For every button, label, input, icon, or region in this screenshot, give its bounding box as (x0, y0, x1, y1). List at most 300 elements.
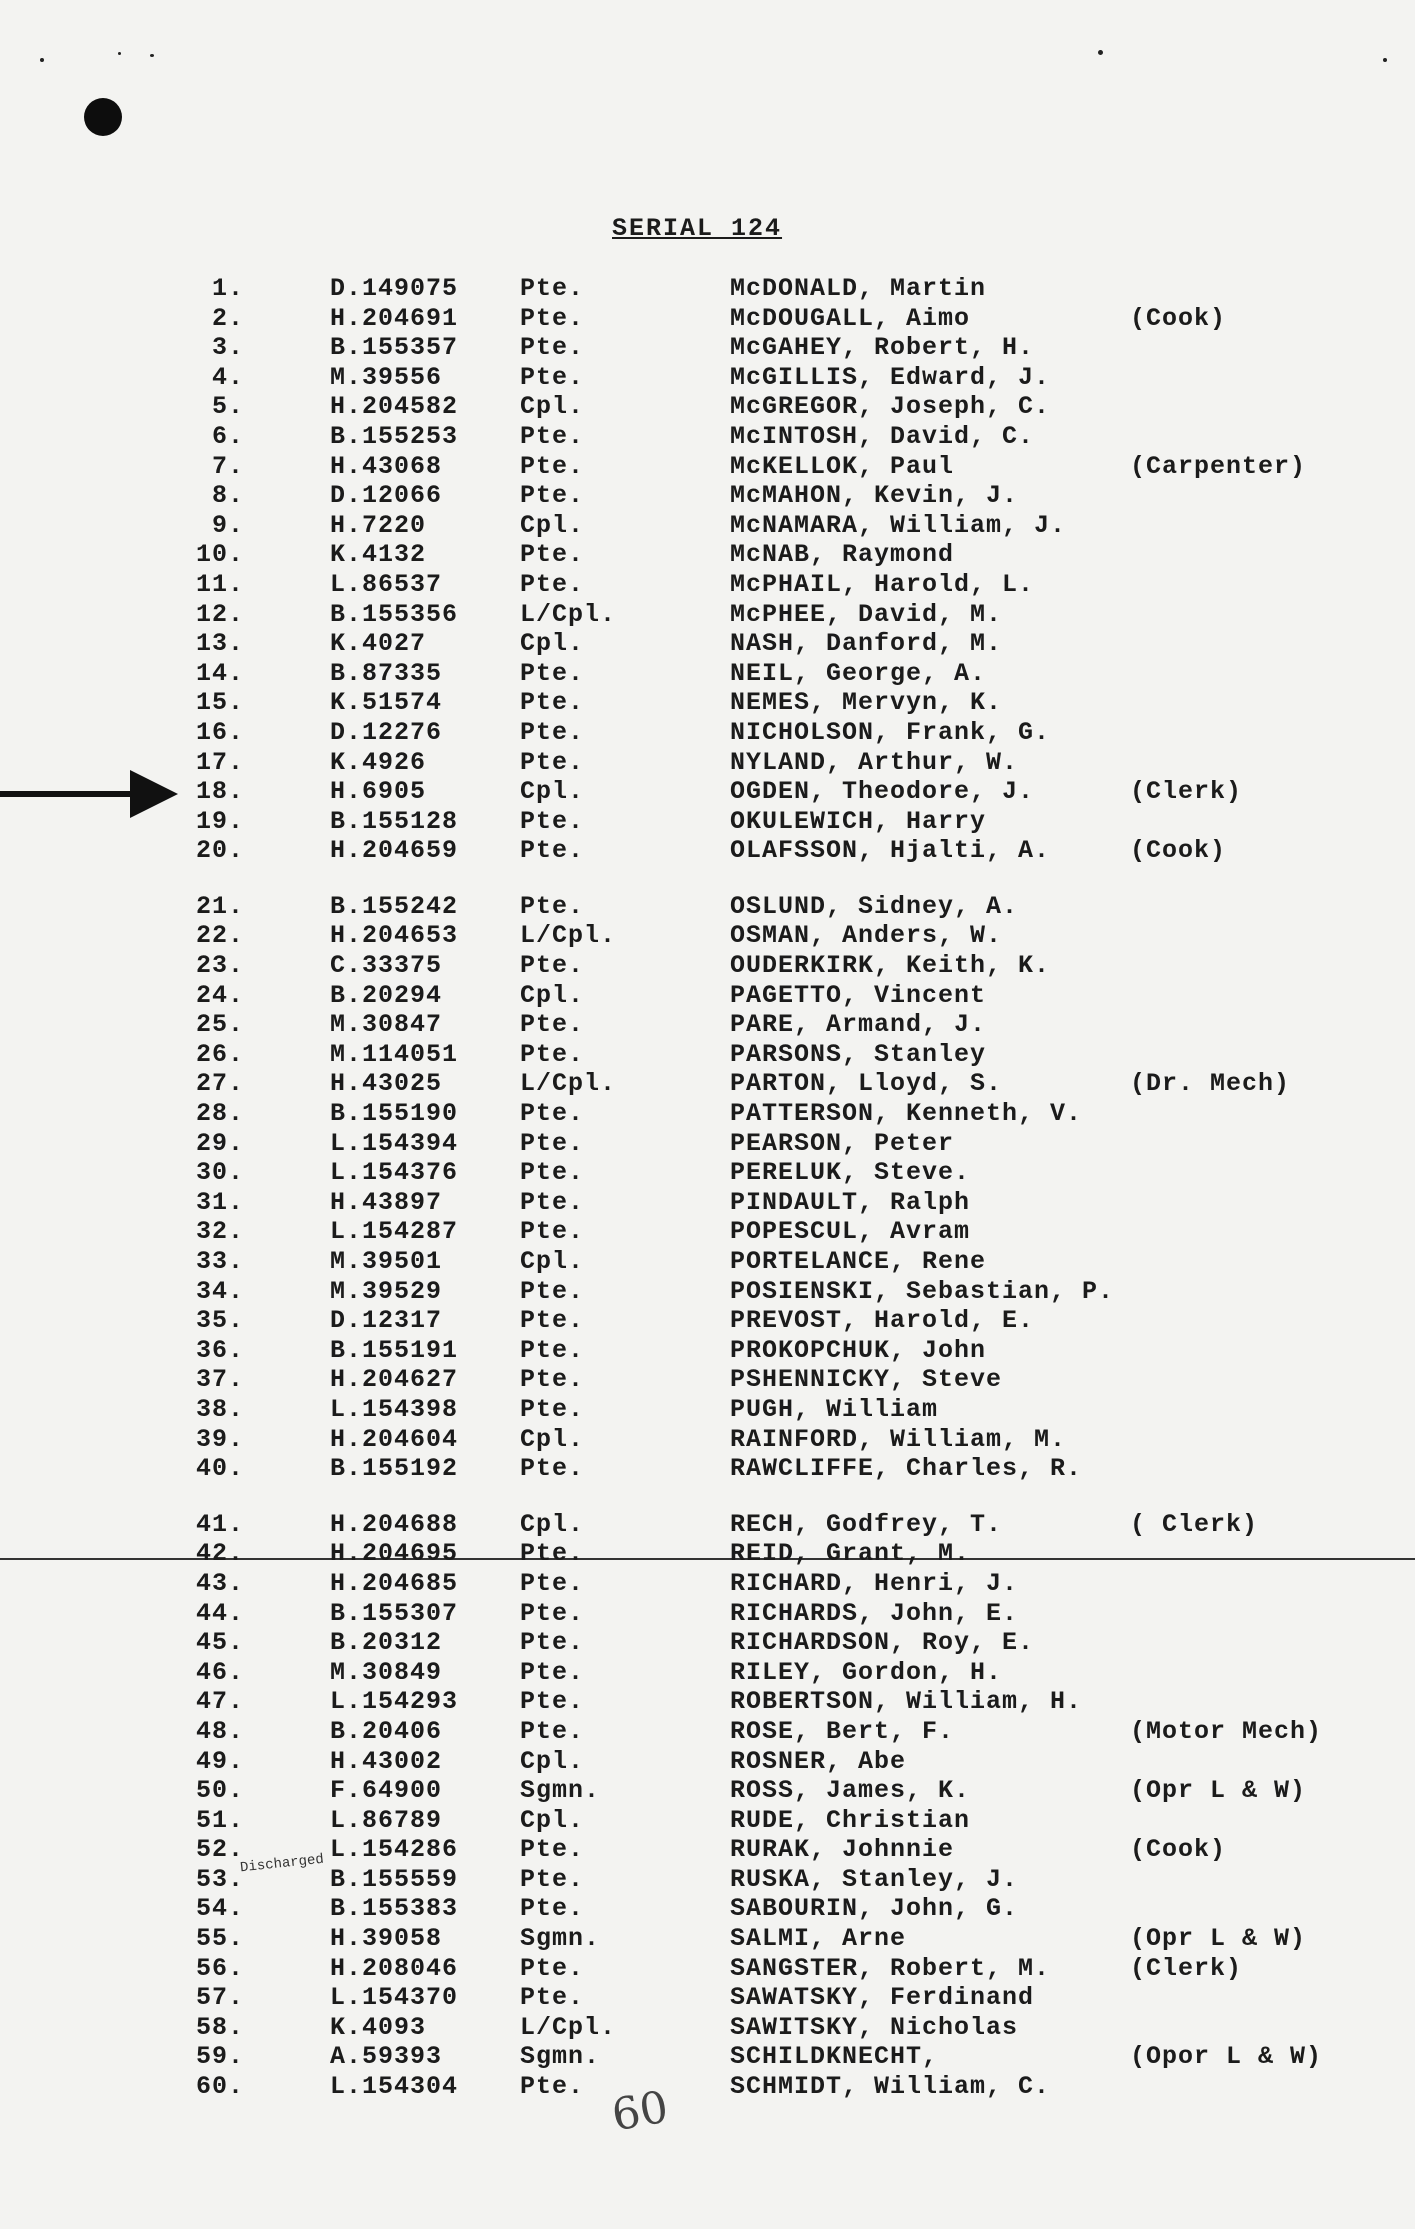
rank: Pte. (520, 1835, 585, 1865)
soldier-name: RICHARD, Henri, J. (730, 1568, 1019, 1598)
row-number: 33. (195, 1247, 244, 1276)
row-number: 24. (195, 980, 244, 1010)
rank: Pte. (520, 806, 585, 836)
service-number: L.154286 (330, 1835, 459, 1865)
soldier-name: POSIENSKI, Sebastian, P. (730, 1276, 1115, 1306)
row-number: 15. (195, 688, 244, 718)
row-number: 14. (195, 658, 244, 688)
soldier-name: REID, Grant, M. (730, 1539, 971, 1569)
row-number: 53. (195, 1864, 244, 1894)
table-row (0, 892, 1415, 922)
ink-speck (150, 54, 154, 57)
rank: L/Cpl. (520, 2012, 617, 2042)
rank: Cpl. (520, 392, 585, 422)
soldier-name: SAWATSKY, Ferdinand (730, 1983, 1035, 2013)
table-row (0, 363, 1415, 393)
row-number: 6. (211, 421, 244, 451)
soldier-name: SALMI, Arne (730, 1924, 907, 1954)
row-number: 36. (195, 1335, 244, 1365)
soldier-name: McINTOSH, David, C. (730, 421, 1035, 451)
row-number: 22. (195, 921, 244, 951)
rank: Sgmn. (520, 1924, 601, 1954)
trade-note: ( Clerk) (1130, 1509, 1259, 1539)
row-number: 27. (195, 1069, 244, 1099)
rank: Pte. (520, 569, 585, 599)
soldier-name: PERELUK, Steve. (730, 1158, 971, 1188)
service-number: K.51574 (330, 688, 443, 718)
rank: Pte. (520, 1687, 585, 1717)
row-number: 2. (211, 303, 244, 333)
rank: Pte. (520, 891, 585, 921)
row-number: 41. (195, 1509, 244, 1539)
rank: Pte. (520, 1187, 585, 1217)
soldier-name: PARSONS, Stanley (730, 1039, 987, 1069)
ink-speck (40, 58, 44, 62)
soldier-name: NEIL, George, A. (730, 658, 987, 688)
service-number: K.4926 (330, 747, 427, 777)
rank: L/Cpl. (520, 599, 617, 629)
rank: L/Cpl. (520, 1069, 617, 1099)
service-number: H.204653 (330, 921, 459, 951)
rank: Cpl. (520, 1746, 585, 1776)
rank: Pte. (520, 1539, 585, 1569)
table-row (0, 1306, 1415, 1336)
table-row (0, 1983, 1415, 2013)
service-number: L.86537 (330, 569, 443, 599)
rank: Pte. (520, 1864, 585, 1894)
rank: Pte. (520, 2072, 585, 2102)
service-number: M.30847 (330, 1010, 443, 1040)
rank: Pte. (520, 1365, 585, 1395)
soldier-name: McDOUGALL, Aimo (730, 303, 971, 333)
rank: Pte. (520, 481, 585, 511)
service-number: B.155383 (330, 1894, 459, 1924)
service-number: H.204688 (330, 1509, 459, 1539)
soldier-name: PUGH, William (730, 1394, 939, 1424)
service-number: B.155253 (330, 421, 459, 451)
soldier-name: OUDERKIRK, Keith, K. (730, 951, 1051, 981)
ink-speck (118, 52, 121, 55)
row-number: 5. (211, 392, 244, 422)
table-row (0, 1539, 1415, 1569)
rank: Cpl. (520, 1247, 585, 1276)
soldier-name: PATTERSON, Kenneth, V. (730, 1099, 1083, 1129)
rank: Cpl. (520, 629, 585, 659)
service-number: M.39556 (330, 362, 443, 392)
ink-speck (1383, 58, 1387, 62)
row-number: 8. (211, 481, 244, 511)
service-number: H.204695 (330, 1539, 459, 1569)
rank: Pte. (520, 333, 585, 363)
rank: Pte. (520, 836, 585, 866)
row-number: 34. (195, 1276, 244, 1306)
soldier-name: McKELLOK, Paul (730, 451, 955, 481)
rank: Pte. (520, 747, 585, 777)
trade-note: (Cook) (1130, 1835, 1227, 1865)
table-row (0, 600, 1415, 630)
service-number: H.204691 (330, 303, 459, 333)
row-number: 35. (195, 1306, 244, 1336)
service-number: H.204604 (330, 1424, 459, 1454)
service-number: M.39501 (330, 1247, 443, 1276)
rank: Pte. (520, 1953, 585, 1983)
row-number: 12. (195, 599, 244, 629)
row-number: 31. (195, 1187, 244, 1217)
rank: Pte. (520, 1454, 585, 1484)
soldier-name: McPHEE, David, M. (730, 599, 1003, 629)
trade-note: (Clerk) (1130, 777, 1243, 807)
soldier-name: RECH, Godfrey, T. (730, 1509, 1003, 1539)
service-number: B.20312 (330, 1628, 443, 1658)
table-row (0, 1865, 1415, 1895)
row-number: 1. (211, 274, 244, 303)
rank: Pte. (520, 362, 585, 392)
service-number: L.154304 (330, 2072, 459, 2102)
table-row (0, 1717, 1415, 1747)
table-row (0, 333, 1415, 363)
service-number: A.59393 (330, 2042, 443, 2072)
row-number: 50. (195, 1776, 244, 1806)
row-number: 30. (195, 1158, 244, 1188)
rank: Cpl. (520, 1805, 585, 1835)
soldier-name: ROBERTSON, William, H. (730, 1687, 1083, 1717)
table-row (0, 951, 1415, 981)
service-number: K.4027 (330, 629, 427, 659)
row-number: 32. (195, 1217, 244, 1247)
service-number: B.155190 (330, 1099, 459, 1129)
row-number: 29. (195, 1128, 244, 1158)
table-row (0, 452, 1415, 482)
service-number: L.154398 (330, 1394, 459, 1424)
row-number: 52. (195, 1835, 244, 1865)
service-number: H.6905 (330, 777, 427, 807)
rank: Pte. (520, 688, 585, 718)
service-number: B.155307 (330, 1598, 459, 1628)
table-row (0, 1569, 1415, 1599)
rank: Pte. (520, 303, 585, 333)
trade-note: (Opr L & W) (1130, 1924, 1307, 1954)
service-number: H.43068 (330, 451, 443, 481)
table-row (0, 1425, 1415, 1455)
service-number: L.154370 (330, 1983, 459, 2013)
rank: Pte. (520, 1276, 585, 1306)
soldier-name: ROSE, Bert, F. (730, 1716, 955, 1746)
rank: Pte. (520, 1628, 585, 1658)
trade-note: (Motor Mech) (1130, 1716, 1323, 1746)
rank: Pte. (520, 274, 585, 303)
table-row (0, 1395, 1415, 1425)
rank: Pte. (520, 1894, 585, 1924)
soldier-name: RICHARDSON, Roy, E. (730, 1628, 1035, 1658)
service-number: F.64900 (330, 1776, 443, 1806)
row-number: 38. (195, 1394, 244, 1424)
table-row (0, 481, 1415, 511)
row-number: 48. (195, 1716, 244, 1746)
soldier-name: McGAHEY, Robert, H. (730, 333, 1035, 363)
table-row (0, 392, 1415, 422)
table-row (0, 1894, 1415, 1924)
table-row (0, 1658, 1415, 1688)
rank: Sgmn. (520, 1776, 601, 1806)
service-number: D.12276 (330, 717, 443, 747)
soldier-name: SCHMIDT, William, C. (730, 2072, 1051, 2102)
table-row (0, 1247, 1415, 1277)
row-number: 49. (195, 1746, 244, 1776)
table-row (0, 688, 1415, 718)
table-row (0, 1687, 1415, 1717)
table-row (0, 1776, 1415, 1806)
rank: Pte. (520, 1039, 585, 1069)
rank: Pte. (520, 658, 585, 688)
soldier-name: NEMES, Mervyn, K. (730, 688, 1003, 718)
table-row (0, 1158, 1415, 1188)
service-number: L.154394 (330, 1128, 459, 1158)
soldier-name: RUSKA, Stanley, J. (730, 1864, 1019, 1894)
table-row (0, 981, 1415, 1011)
rank: Pte. (520, 1128, 585, 1158)
row-number: 25. (195, 1010, 244, 1040)
soldier-name: ROSS, James, K. (730, 1776, 971, 1806)
soldier-name: McNAMARA, William, J. (730, 510, 1067, 540)
soldier-name: NICHOLSON, Frank, G. (730, 717, 1051, 747)
table-row (0, 304, 1415, 334)
row-number: 26. (195, 1039, 244, 1069)
soldier-name: PORTELANCE, Rene (730, 1247, 987, 1276)
row-number: 10. (195, 540, 244, 570)
soldier-name: PINDAULT, Ralph (730, 1187, 971, 1217)
table-row (0, 1188, 1415, 1218)
service-number: K.4132 (330, 540, 427, 570)
rank: Cpl. (520, 510, 585, 540)
soldier-name: PREVOST, Harold, E. (730, 1306, 1035, 1336)
service-number: L.154287 (330, 1217, 459, 1247)
row-number: 54. (195, 1894, 244, 1924)
row-number: 59. (195, 2042, 244, 2072)
margin-note: Discharged (239, 1851, 325, 1877)
trade-note: (Carpenter) (1130, 451, 1307, 481)
table-row (0, 1599, 1415, 1629)
row-number: 4. (211, 362, 244, 392)
row-number: 45. (195, 1628, 244, 1658)
rank: Sgmn. (520, 2042, 601, 2072)
table-row (0, 718, 1415, 748)
row-number: 40. (195, 1454, 244, 1484)
rank: Pte. (520, 1335, 585, 1365)
soldier-name: PROKOPCHUK, John (730, 1335, 987, 1365)
rank: Pte. (520, 1158, 585, 1188)
service-number: H.43002 (330, 1746, 443, 1776)
table-row (0, 1628, 1415, 1658)
service-number: H.204627 (330, 1365, 459, 1395)
row-number: 9. (211, 510, 244, 540)
service-number: B.20406 (330, 1716, 443, 1746)
rank: Pte. (520, 1983, 585, 2013)
rank: Pte. (520, 1217, 585, 1247)
service-number: B.155242 (330, 891, 459, 921)
row-number: 16. (195, 717, 244, 747)
row-number: 39. (195, 1424, 244, 1454)
row-number: 44. (195, 1598, 244, 1628)
service-number: H.204685 (330, 1568, 459, 1598)
table-row (0, 1217, 1415, 1247)
soldier-name: PAGETTO, Vincent (730, 980, 987, 1010)
table-row (0, 1010, 1415, 1040)
row-number: 43. (195, 1568, 244, 1598)
rank: Pte. (520, 540, 585, 570)
service-number: M.114051 (330, 1039, 459, 1069)
row-number: 17. (195, 747, 244, 777)
row-number: 56. (195, 1953, 244, 1983)
handwritten-page-number: 60 (607, 2081, 673, 2142)
table-row (0, 274, 1415, 304)
service-number: K.4093 (330, 2012, 427, 2042)
row-number: 57. (195, 1983, 244, 2013)
table-row (0, 1069, 1415, 1099)
rank: Cpl. (520, 777, 585, 807)
service-number: H.208046 (330, 1953, 459, 1983)
table-row (0, 2013, 1415, 2043)
row-number: 37. (195, 1365, 244, 1395)
rank: Pte. (520, 1657, 585, 1687)
soldier-name: RAINFORD, William, M. (730, 1424, 1067, 1454)
service-number: H.7220 (330, 510, 427, 540)
personnel-list (0, 274, 1415, 2102)
table-row (0, 1336, 1415, 1366)
rank: Pte. (520, 1099, 585, 1129)
soldier-name: OSLUND, Sidney, A. (730, 891, 1019, 921)
page-title: SERIAL 124 (612, 214, 783, 243)
table-row (0, 1835, 1415, 1865)
service-number: B.20294 (330, 980, 443, 1010)
service-number: B.155128 (330, 806, 459, 836)
service-number: B.155191 (330, 1335, 459, 1365)
soldier-name: OLAFSSON, Hjalti, A. (730, 836, 1051, 866)
soldier-name: POPESCUL, Avram (730, 1217, 971, 1247)
service-number: B.155559 (330, 1864, 459, 1894)
service-number: B.155357 (330, 333, 459, 363)
table-row (0, 1747, 1415, 1777)
row-number: 60. (195, 2072, 244, 2102)
soldier-name: OGDEN, Theodore, J. (730, 777, 1035, 807)
rank: L/Cpl. (520, 921, 617, 951)
rank: Pte. (520, 1598, 585, 1628)
rank: Pte. (520, 451, 585, 481)
soldier-name: RILEY, Gordon, H. (730, 1657, 1003, 1687)
rank: Pte. (520, 1568, 585, 1598)
soldier-name: SABOURIN, John, G. (730, 1894, 1019, 1924)
table-row (0, 748, 1415, 778)
trade-note: (Clerk) (1130, 1953, 1243, 1983)
service-number: H.204582 (330, 392, 459, 422)
service-number: L.86789 (330, 1805, 443, 1835)
table-row (0, 2072, 1415, 2102)
service-number: H.204659 (330, 836, 459, 866)
soldier-name: OKULEWICH, Harry (730, 806, 987, 836)
table-row (0, 2042, 1415, 2072)
table-row (0, 1924, 1415, 1954)
table-row (0, 629, 1415, 659)
row-number: 51. (195, 1805, 244, 1835)
soldier-name: RUDE, Christian (730, 1805, 971, 1835)
row-number: 55. (195, 1924, 244, 1954)
rank: Pte. (520, 1010, 585, 1040)
row-number: 20. (195, 836, 244, 866)
table-row (0, 836, 1415, 866)
service-number: D.12317 (330, 1306, 443, 1336)
service-number: L.154293 (330, 1687, 459, 1717)
soldier-name: McGILLIS, Edward, J. (730, 362, 1051, 392)
soldier-name: ROSNER, Abe (730, 1746, 907, 1776)
rank: Pte. (520, 1716, 585, 1746)
soldier-name: NASH, Danford, M. (730, 629, 1003, 659)
row-number: 11. (195, 569, 244, 599)
trade-note: (Cook) (1130, 836, 1227, 866)
table-row (0, 807, 1415, 837)
table-row (0, 511, 1415, 541)
rank: Pte. (520, 1394, 585, 1424)
row-number: 28. (195, 1099, 244, 1129)
service-number: M.30849 (330, 1657, 443, 1687)
service-number: B.155356 (330, 599, 459, 629)
ink-speck (1098, 50, 1103, 55)
soldier-name: PARTON, Lloyd, S. (730, 1069, 1003, 1099)
soldier-name: PEARSON, Peter (730, 1128, 955, 1158)
row-number: 13. (195, 629, 244, 659)
row-number: 7. (211, 451, 244, 481)
row-number: 46. (195, 1657, 244, 1687)
table-row (0, 1954, 1415, 1984)
trade-note: (Dr. Mech) (1130, 1069, 1291, 1099)
soldier-name: PARE, Armand, J. (730, 1010, 987, 1040)
table-row (0, 1129, 1415, 1159)
table-row (0, 1806, 1415, 1836)
table-row (0, 1040, 1415, 1070)
soldier-name: McMAHON, Kevin, J. (730, 481, 1019, 511)
table-row (0, 540, 1415, 570)
table-row (0, 1365, 1415, 1395)
table-row (0, 1277, 1415, 1307)
service-number: D.12066 (330, 481, 443, 511)
table-row (0, 1510, 1415, 1540)
table-row (0, 921, 1415, 951)
row-number: 3. (211, 333, 244, 363)
soldier-name: PSHENNICKY, Steve (730, 1365, 1003, 1395)
soldier-name: OSMAN, Anders, W. (730, 921, 1003, 951)
soldier-name: McPHAIL, Harold, L. (730, 569, 1035, 599)
row-number: 58. (195, 2012, 244, 2042)
soldier-name: RAWCLIFFE, Charles, R. (730, 1454, 1083, 1484)
table-row (0, 570, 1415, 600)
rank: Pte. (520, 421, 585, 451)
row-number: 23. (195, 951, 244, 981)
service-number: L.154376 (330, 1158, 459, 1188)
table-row (0, 777, 1415, 807)
row-number: 47. (195, 1687, 244, 1717)
service-number: H.39058 (330, 1924, 443, 1954)
rank: Pte. (520, 951, 585, 981)
trade-note: (Opor L & W) (1130, 2042, 1323, 2072)
row-number: 18. (195, 777, 244, 807)
table-row (0, 422, 1415, 452)
trade-note: (Opr L & W) (1130, 1776, 1307, 1806)
service-number: M.39529 (330, 1276, 443, 1306)
service-number: H.43025 (330, 1069, 443, 1099)
service-number: B.155192 (330, 1454, 459, 1484)
rank: Cpl. (520, 1424, 585, 1454)
trade-note: (Cook) (1130, 303, 1227, 333)
row-number: 21. (195, 891, 244, 921)
soldier-name: SAWITSKY, Nicholas (730, 2012, 1019, 2042)
